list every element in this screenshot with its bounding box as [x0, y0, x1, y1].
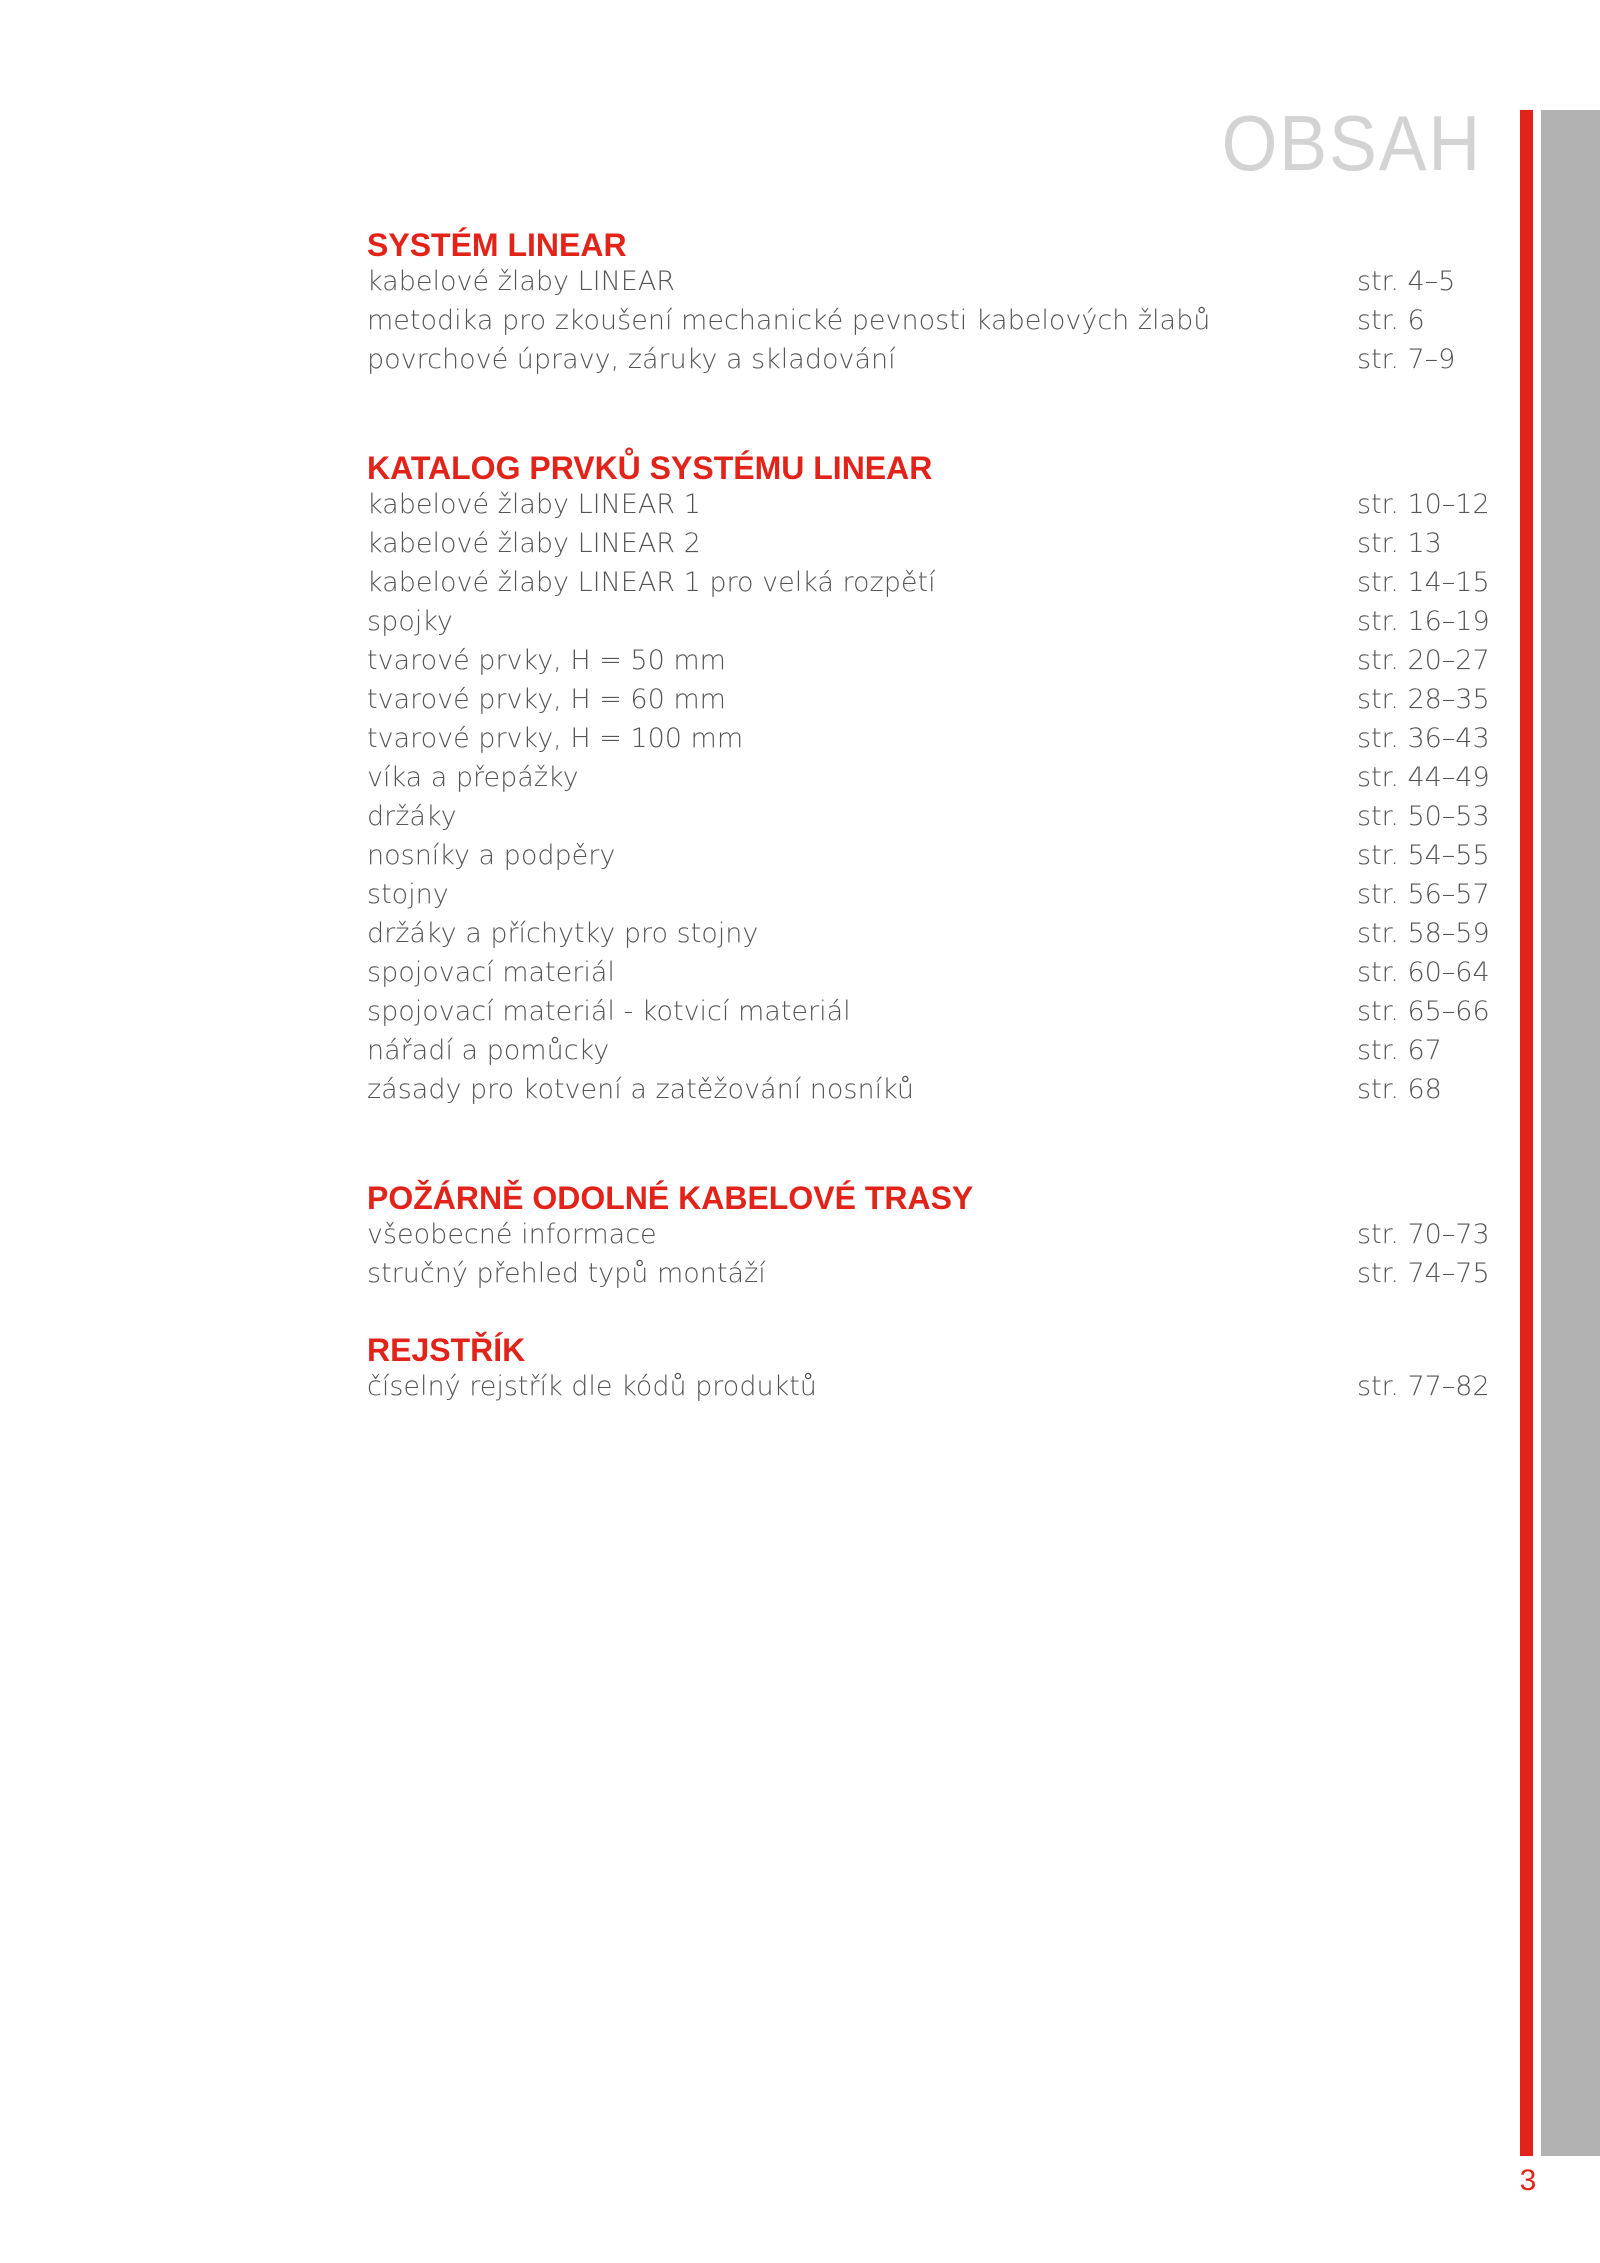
entry-label: tvarové prvky, H = 60 mm	[367, 684, 726, 715]
entry-label: spojovací materiál	[367, 957, 615, 988]
entry-label: nářadí a pomůcky	[367, 1035, 610, 1066]
toc-entry[interactable]	[367, 875, 1490, 914]
toc-entry[interactable]	[367, 485, 1490, 524]
entry-label: držáky a příchytky pro stojny	[367, 918, 759, 949]
toc-entry[interactable]	[367, 524, 1487, 563]
toc-entry[interactable]	[367, 1367, 1490, 1406]
entry-label: tvarové prvky, H = 50 mm	[367, 645, 726, 676]
entry-label: kabelové žlaby LINEAR	[367, 266, 676, 297]
entry-label: všeobecné informace	[367, 1219, 657, 1250]
toc-section-pozarne	[367, 1177, 1490, 1293]
toc-entry[interactable]	[367, 680, 1490, 719]
entry-label: nosníky a podpěry	[367, 840, 616, 871]
entry-label: kabelové žlaby LINEAR 2	[367, 528, 701, 559]
entry-page: str. 36–43	[1357, 723, 1490, 754]
entry-page: str. 58–59	[1357, 918, 1490, 949]
entry-page: str. 16–19	[1357, 606, 1490, 637]
toc-entry[interactable]	[367, 602, 1490, 641]
toc-entry[interactable]	[367, 340, 1487, 379]
entry-label: tvarové prvky, H = 100 mm	[367, 723, 744, 754]
entry-label: kabelové žlaby LINEAR 1	[367, 489, 701, 520]
entry-page: str. 7–9	[1357, 344, 1456, 375]
section-heading: REJSTŘÍK	[367, 1332, 526, 1368]
entry-label: zásady pro kotvení a zatěžování nosníků	[367, 1074, 915, 1105]
entry-page: str. 20–27	[1357, 645, 1490, 676]
entry-label: povrchové úpravy, záruky a skladování	[367, 344, 896, 375]
entry-label: spojky	[367, 606, 453, 637]
toc-entry[interactable]	[367, 1031, 1487, 1070]
entry-page: str. 54–55	[1357, 840, 1490, 871]
entry-label: víka a přepážky	[367, 762, 579, 793]
section-heading: KATALOG PRVKŮ SYSTÉMU LINEAR	[367, 450, 933, 486]
entry-page: str. 74–75	[1357, 1258, 1490, 1289]
toc-entry[interactable]	[367, 992, 1490, 1031]
toc-entry[interactable]	[367, 1070, 1487, 1109]
toc-entry[interactable]	[367, 758, 1490, 797]
entry-page: str. 6	[1357, 305, 1425, 336]
toc-entry[interactable]	[367, 836, 1490, 875]
page-number: 3	[1519, 2164, 1537, 2197]
entry-page: str. 56–57	[1357, 879, 1490, 910]
section-heading: SYSTÉM LINEAR	[367, 227, 627, 263]
toc-section-rejstrik	[367, 1329, 1490, 1406]
toc-section-system-linear	[367, 224, 1487, 379]
section-heading: POŽÁRNĚ ODOLNÉ KABELOVÉ TRASY	[367, 1180, 974, 1216]
entry-page: str. 77–82	[1357, 1371, 1490, 1402]
page-title: OBSAH	[1221, 99, 1482, 187]
toc-entry[interactable]	[367, 797, 1490, 836]
toc-entry[interactable]	[367, 641, 1490, 680]
entry-page: str. 70–73	[1357, 1219, 1490, 1250]
entry-label: stručný přehled typů montáží	[367, 1258, 766, 1289]
entry-page: str. 14–15	[1357, 567, 1490, 598]
entry-page: str. 68	[1357, 1074, 1442, 1105]
entry-label: kabelové žlaby LINEAR 1 pro velká rozpětí	[367, 567, 936, 598]
toc-entry[interactable]	[367, 1215, 1490, 1254]
toc-entry[interactable]	[367, 953, 1490, 992]
toc-entry[interactable]	[367, 914, 1490, 953]
toc-entry[interactable]	[367, 719, 1490, 758]
toc-entry[interactable]	[367, 262, 1487, 301]
toc-section-katalog	[367, 447, 1490, 1109]
toc-entry[interactable]	[367, 301, 1487, 340]
entry-label: číselný rejstřík dle kódů produktů	[367, 1371, 817, 1402]
entry-page: str. 50–53	[1357, 801, 1490, 832]
toc-entry[interactable]	[367, 1254, 1490, 1293]
entry-page: str. 67	[1357, 1035, 1442, 1066]
entry-label: metodika pro zkoušení mechanické pevnosti kabelových žlabů	[367, 305, 1211, 336]
entry-label: držáky	[367, 801, 457, 832]
toc-entry[interactable]	[367, 563, 1490, 602]
accent-bar	[1520, 110, 1533, 2156]
sidebar-gray-bar	[1541, 110, 1600, 2156]
entry-page: str. 28–35	[1357, 684, 1490, 715]
entry-page: str. 65–66	[1357, 996, 1490, 1027]
entry-label: stojny	[367, 879, 449, 910]
entry-page: str. 4–5	[1357, 266, 1456, 297]
entry-page: str. 13	[1357, 528, 1442, 559]
entry-page: str. 44–49	[1357, 762, 1490, 793]
entry-label: spojovací materiál - kotvicí materiál	[367, 996, 851, 1027]
entry-page: str. 60–64	[1357, 957, 1490, 988]
table-of-contents	[367, 224, 1490, 1474]
entry-page: str. 10–12	[1357, 489, 1490, 520]
